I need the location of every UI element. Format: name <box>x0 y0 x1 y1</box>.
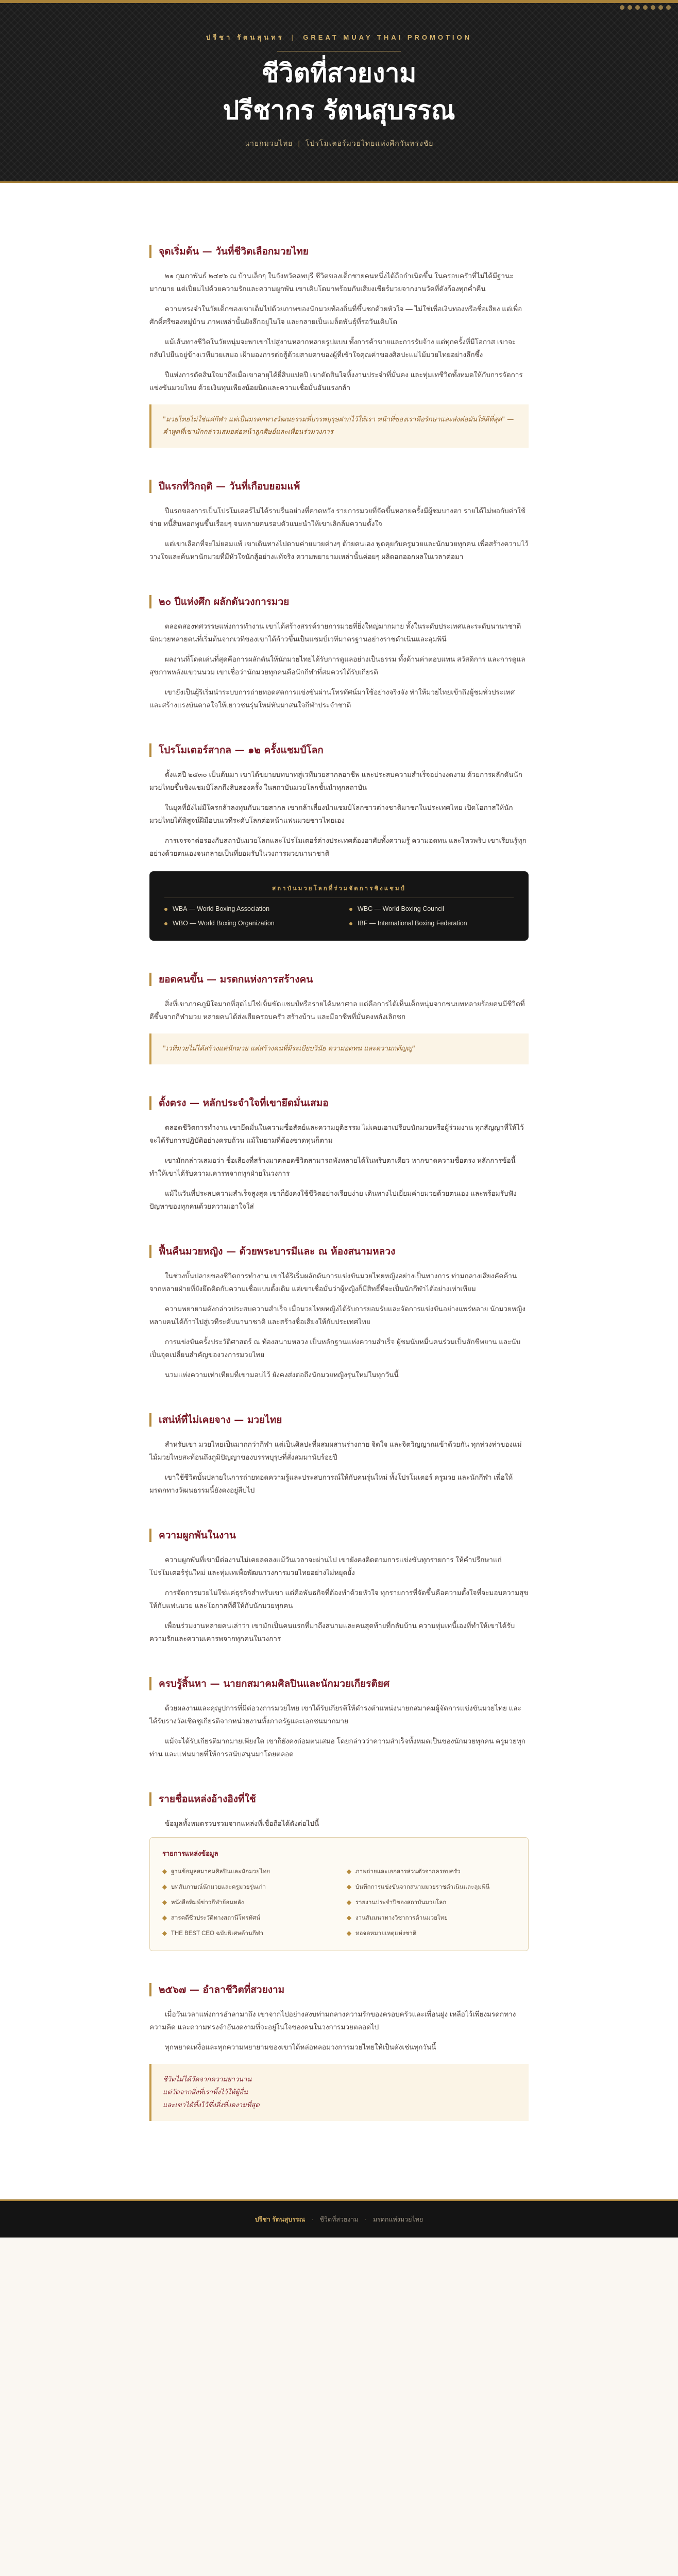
section-paragraph: ด้วยผลงานและคุณูปการที่มีต่อวงการมวยไทย เขาได้รับเกียรติให้ดำรงตำแหน่งนายกสมาคมผู้จัดการแข่งขันมวยไทย และได้รับรางวัลเชิดชูเกียรติจากหน่วยงานทั้งภาครัฐและเอกชนมากมาย <box>149 1704 521 1725</box>
article-section <box>149 743 529 941</box>
hero-kicker: ปรีชา รัตนสุนทร | GREAT MUAY THAI PROMOTION <box>206 33 472 41</box>
hero-banner <box>0 0 678 183</box>
hero-title-line2: ปรีชากร รัตนสุบรรณ <box>223 95 455 125</box>
organization-name: IBF — International Boxing Federation <box>358 920 467 927</box>
source-bullet-icon: ◆ <box>347 1900 351 1906</box>
bullet-dot-icon <box>349 908 352 911</box>
section-paragraph: ตลอดชีวิตการทำงาน เขายึดมั่นในความซื่อสัตย์และความยุติธรรม ไม่เคยเอาเปรียบนักมวยหรือผู้ร่วมงาน ทุกสัญญาที่ให้ไว้จะได้รับการปฏิบัติอย่างครบถ้วน แม้ในยามที่ต้องขาดทุนก็ตาม <box>149 1124 524 1144</box>
section-paragraph: ทุกหยาดเหงื่อและทุกความพยายามของเขาได้หล่อหลอมวงการมวยไทยให้เป็นดังเช่นทุกวันนี้ <box>165 2043 436 2051</box>
section-paragraph: เขามักกล่าวเสมอว่า ชื่อเสียงที่สร้างมาตลอดชีวิตสามารถพังทลายได้ในพริบตาเดียว หากขาดความซื่อตรง หลักการข้อนี้ทำให้เขาได้รับความเคารพจากทุกฝ่ายในวงการ <box>149 1157 516 1177</box>
organization-item <box>164 905 329 912</box>
article-section <box>149 1677 529 1760</box>
section-paragraph: แต่เขาเลือกที่จะไม่ยอมแพ้ เขาเดินทางไปตามค่ายมวยต่างๆ ด้วยตนเอง พูดคุยกับครูมวยและนักมวยทุกคน เพื่อสร้างความไว้วางใจและค้นหานักมวยที่มีหัวใจนักสู้อย่างแท้จริง ความพยายามเหล่านั้นค่อยๆ ผลิดอกออกผลในเวลาต่อมา <box>149 540 529 561</box>
source-text: ภาพถ่ายและเอกสารส่วนตัวจากครอบครัว <box>355 1869 461 1875</box>
source-text: บทสัมภาษณ์นักมวยและครูมวยรุ่นเก่า <box>171 1884 266 1890</box>
organization-name: WBO — World Boxing Organization <box>173 920 275 927</box>
source-bullet-icon: ◆ <box>162 1915 167 1921</box>
section-heading: ๒๐ ปีแห่งศึก ผลักดันวงการมวย <box>149 595 529 608</box>
footer-brand: ปรีชา รัตนสุบรรณ <box>255 2215 306 2223</box>
source-bullet-icon: ◆ <box>162 1900 167 1906</box>
hero-subtitle-right: โปรโมเตอร์มวยไทยแห่งศึกวันทรงชัย <box>306 139 434 147</box>
bullet-dot-icon <box>164 922 167 925</box>
section-heading: เสน่ห์ที่ไม่เคยจาง — มวยไทย <box>149 1413 529 1427</box>
article-section <box>149 595 529 711</box>
article-section <box>149 1983 529 2121</box>
closing-line: ชีวิตไม่ได้วัดจากความยาวนาน <box>163 2076 252 2083</box>
organizations-panel-divider <box>164 897 514 898</box>
organizations-panel <box>149 871 529 941</box>
source-text: หอจดหมายเหตุแห่งชาติ <box>355 1930 417 1937</box>
source-item <box>162 1883 331 1892</box>
hero-subtitle-left: นายกมวยไทย <box>244 139 293 147</box>
footer-center: ชีวิตที่สวยงาม <box>319 2215 359 2223</box>
sources-title: รายการแหล่งข้อมูล <box>162 1850 218 1857</box>
article-section <box>149 1096 529 1213</box>
hero-kicker-right: GREAT MUAY THAI PROMOTION <box>303 33 472 41</box>
section-paragraph: เขายังเป็นผู้ริเริ่มนำระบบการถ่ายทอดสดการแข่งขันผ่านโทรทัศน์มาใช้อย่างจริงจัง ทำให้มวยไทยเข้าถึงผู้ชมทั่วประเทศ และสร้างแรงบันดาลใจให้เยาวชนรุ่นใหม่หันมาสนใจกีฬาประจำชาติ <box>149 688 515 709</box>
section-heading: ๒๕๖๗ — อำลาชีวิตที่สวยงาม <box>149 1983 529 1996</box>
section-paragraph: การจัดการมวยไม่ใช่แค่ธุรกิจสำหรับเขา แต่คือพันธกิจที่ต้องทำด้วยหัวใจ ทุกรายการที่จัดขึ้นคือความตั้งใจที่จะมอบความสุขให้กับแฟนมวย และโอกาสที่ดีให้กับนักมวยทุกคน <box>149 1589 529 1609</box>
section-paragraph: ตั้งแต่ปี ๒๕๓๐ เป็นต้นมา เขาได้ขยายบทบาทสู่เวทีมวยสากลอาชีพ และประสบความสำเร็จอย่างงดงาม ด้วยการผลักดันนักมวยไทยขึ้นชิงแชมป์โลกถึงสิบสองครั้ง ในสถาบันมวยโลกชั้นนำทุกสถาบัน <box>149 771 522 791</box>
organizations-panel-title: สถาบันมวยโลกที่ร่วมจัดการชิงแชมป์ <box>272 886 406 892</box>
source-bullet-icon: ◆ <box>347 1915 351 1921</box>
sources-grid <box>162 1867 516 1938</box>
organization-name: WBC — World Boxing Council <box>358 905 444 912</box>
section-paragraph: เมื่อวันเวลาแห่งการอำลามาถึง เขาจากไปอย่างสงบท่ามกลางความรักของครอบครัวและเพื่อนฝูง เหลือไว้เพียงมรดกทางความคิด และความทรงจำอันงดงามที่จะอยู่ในใจของคนในวงการมวยตลอดไป <box>149 2010 516 2031</box>
closing-quote <box>149 2064 529 2121</box>
section-paragraph: แม้ในวันที่ประสบความสำเร็จสูงสุด เขาก็ยังคงใช้ชีวิตอย่างเรียบง่าย เดินทางไปเยี่ยมค่ายมวยด้วยตนเอง และพร้อมรับฟังปัญหาของทุกคนด้วยความเอาใจใส่ <box>149 1190 517 1210</box>
section-paragraph: ตลอดสองทศวรรษแห่งการทำงาน เขาได้สร้างสรรค์รายการมวยที่ยิ่งใหญ่มากมาย ทั้งในระดับประเทศและระดับนานาชาติ นักมวยหลายคนที่เริ่มต้นจากเวทีของเขาได้ก้าวขึ้นเป็นแชมป์เวทีมาตรฐานอย่างราชดำเนินและลุมพินี <box>149 622 521 643</box>
article-section <box>149 1792 529 1951</box>
section-heading: ยอดคนขึ้น — มรดกแห่งการสร้างคน <box>149 973 529 986</box>
organization-item <box>349 905 514 912</box>
page-footer: ปรีชา รัตนสุบรรณ · ชีวิตที่สวยงาม · มรดกแห่งมวยไทย <box>0 2199 678 2238</box>
hero-kicker-left: ปรีชา รัตนสุนทร <box>206 33 284 41</box>
source-item <box>162 1867 331 1876</box>
closing-line: แต่วัดจากสิ่งที่เราทิ้งไว้ให้ผู้อื่น <box>163 2089 248 2096</box>
section-paragraph: ข้อมูลทั้งหมดรวบรวมจากแหล่งที่เชื่อถือได้ดังต่อไปนี้ <box>165 1820 319 1827</box>
article-container <box>149 245 529 2121</box>
source-bullet-icon: ◆ <box>162 1884 167 1890</box>
organization-item <box>349 920 514 927</box>
source-bullet-icon: ◆ <box>162 1869 167 1875</box>
hero-bottom-accent <box>0 181 678 183</box>
bullet-dot-icon <box>349 922 352 925</box>
section-paragraph: ในช่วงบั้นปลายของชีวิตการทำงาน เขาได้ริเริ่มผลักดันการแข่งขันมวยไทยหญิงอย่างเป็นทางการ ท่ามกลางเสียงคัดค้านจากหลายฝ่ายที่ยังยึดติดกับความเชื่อแบบดั้งเดิม แต่เขาเชื่อมั่นว่าผู้หญิงก็มีสิทธิ์ที่จะเป็นนักกีฬาได้อย่างเท่าเทียม <box>149 1272 517 1293</box>
hero-divider <box>277 51 401 52</box>
article-section <box>149 1245 529 1381</box>
organization-item <box>164 920 329 927</box>
section-heading: ฟื้นคืนมวยหญิง — ด้วยพระบารมีและ ณ ห้องสนามหลวง <box>149 1245 529 1258</box>
section-paragraph: ในยุคที่ยังไม่มีใครกล้าลงทุนกับมวยสากล เขากล้าเสี่ยงนำแชมป์โลกชาวต่างชาติมาชกในประเทศไทย เปิดโอกาสให้นักมวยไทยได้พิสูจน์ฝีมือบนเวทีระดับโลกต่อหน้าแฟนมวยชาวไทยเอง <box>149 804 513 824</box>
source-text: รายงานประจำปีของสถาบันมวยโลก <box>355 1900 447 1906</box>
section-paragraph: ผลงานที่โดดเด่นที่สุดคือการผลักดันให้นักมวยไทยได้รับการดูแลอย่างเป็นธรรม ทั้งด้านค่าตอบแทน สวัสดิการ และการดูแลสุขภาพหลังแขวนนวม เขาเชื่อว่านักมวยทุกคนคือนักกีฬาที่สมควรได้รับเกียรติ <box>149 655 526 676</box>
article-section <box>149 480 529 563</box>
source-text: หนังสือพิมพ์ข่าวกีฬาย้อนหลัง <box>171 1900 244 1906</box>
section-paragraph: ปีแห่งการตัดสินใจมาถึงเมื่อเขาอายุได้ยี่สิบแปดปี เขาตัดสินใจทิ้งงานประจำที่มั่นคง และทุ่มเทชีวิตทั้งหมดให้กับการจัดการแข่งขันมวยไทย ด้วยเงินทุนเพียงน้อยนิดและความเชื่อมั่นอันแรงกล้า <box>149 371 523 392</box>
section-heading: ครบรู้สิ้นหา — นายกสมาคมศิลปินและนักมวยเกียรติยศ <box>149 1677 529 1690</box>
source-item <box>162 1913 331 1923</box>
hero-title <box>0 55 678 129</box>
source-item <box>347 1867 516 1876</box>
source-text: งานสัมมนาทางวิชาการด้านมวยไทย <box>355 1915 448 1921</box>
source-item <box>162 1898 331 1907</box>
section-heading: ความผูกพันในงาน <box>149 1529 529 1542</box>
source-item <box>347 1898 516 1907</box>
article-section <box>149 973 529 1064</box>
source-text: ฐานข้อมูลสมาคมศิลปินและนักมวยไทย <box>171 1869 270 1875</box>
section-paragraph: แม้เส้นทางชีวิตในวัยหนุ่มจะพาเขาไปสู่งานหลากหลายรูปแบบ ทั้งการค้าขายและการรับจ้าง แต่ทุกครั้งที่มีโอกาส เขาจะกลับไปยืนอยู่ข้างเวทีมวยเสมอ เฝ้ามองการต่อสู้ด้วยสายตาของผู้ที่เข้าใจคุณค่าของศิลปะแม่ไม้มวยไทยอย่างลึกซึ้ง <box>149 338 516 359</box>
bullet-dot-icon <box>164 908 167 911</box>
source-text: THE BEST CEO ฉบับพิเศษด้านกีฬา <box>171 1930 264 1937</box>
source-bullet-icon: ◆ <box>162 1930 167 1937</box>
section-paragraph: ปีแรกของการเป็นโปรโมเตอร์ไม่ได้ราบรื่นอย่างที่คาดหวัง รายการมวยที่จัดขึ้นหลายครั้งมีผู้ชมบางตา รายได้ไม่พอกับค่าใช้จ่าย หนี้สินพอกพูนขึ้นเรื่อยๆ จนหลายคนรอบตัวแนะนำให้เขาเลิกล้มความตั้งใจ <box>149 507 526 528</box>
article-body <box>0 183 678 2199</box>
section-heading: รายชื่อแหล่งอ้างอิงที่ใช้ <box>149 1792 529 1806</box>
section-paragraph: สิ่งที่เขาภาคภูมิใจมากที่สุดไม่ใช่เข็มขัดแชมป์หรือรายได้มหาศาล แต่คือการได้เห็นเด็กหนุ่มจากชนบทหลายร้อยคนมีชีวิตที่ดีขึ้นจากกีฬามวย หลายคนได้ส่งเสียครอบครัว สร้างบ้าน และมีอาชีพที่มั่นคงหลังเลิกชก <box>149 1000 525 1021</box>
section-paragraph: การแข่งขันครั้งประวัติศาสตร์ ณ ท้องสนามหลวง เป็นหลักฐานแห่งความสำเร็จ ผู้ชมนับหมื่นคนร่วมเป็นสักขีพยาน และนับเป็นจุดเปลี่ยนสำคัญของวงการมวยไทย <box>149 1338 521 1359</box>
section-quote: "เวทีมวยไม่ได้สร้างแค่นักมวย แต่สร้างคนที่มีระเบียบวินัย ความอดทน และความกตัญญู" <box>149 1033 529 1064</box>
section-paragraph: สำหรับเขา มวยไทยเป็นมากกว่ากีฬา แต่เป็นศิลปะที่ผสมผสานร่างกาย จิตใจ และจิตวิญญาณเข้าด้วยกัน ทุกท่วงท่าของแม่ไม้มวยไทยสะท้อนถึงภูมิปัญญาของบรรพบุรุษที่สั่งสมมานับร้อยปี <box>149 1440 522 1461</box>
hero-decor-dots <box>620 5 671 10</box>
hero-top-accent <box>0 0 678 3</box>
section-heading: ปีแรกที่วิกฤติ — วันที่เกือบยอมแพ้ <box>149 480 529 493</box>
closing-line: และเขาได้ทิ้งไว้ซึ่งสิ่งที่งดงามที่สุด <box>163 2102 260 2109</box>
section-heading: จุดเริ่มต้น — วันที่ชีวิตเลือกมวยไทย <box>149 245 529 258</box>
section-paragraph: ความทรงจำในวัยเด็กของเขาเต็มไปด้วยภาพของนักมวยท้องถิ่นที่ขึ้นชกด้วยหัวใจ — ไม่ใช่เพื่อเงินทองหรือชื่อเสียง แต่เพื่อศักดิ์ศรีของหมู่บ้าน ภาพเหล่านั้นฝังลึกอยู่ในใจ และกลายเป็นเมล็ดพันธุ์ที่รอวันเติบโต <box>149 305 522 326</box>
section-paragraph: นวมแห่งความเท่าเทียมที่เขามอบไว้ ยังคงส่งต่อถึงนักมวยหญิงรุ่นใหม่ในทุกวันนี้ <box>165 1371 399 1379</box>
article-section <box>149 245 529 448</box>
organization-name: WBA — World Boxing Association <box>173 905 270 912</box>
section-paragraph: ความพยายามดังกล่าวประสบความสำเร็จ เมื่อมวยไทยหญิงได้รับการยอมรับและจัดการแข่งขันอย่างแพร่หลาย นักมวยหญิงหลายคนได้ก้าวไปสู่เวทีระดับนานาชาติ และสร้างชื่อเสียงให้กับประเทศไทย <box>149 1305 526 1326</box>
footer-right: มรดกแห่งมวยไทย <box>372 2215 423 2223</box>
article-section <box>149 1413 529 1497</box>
section-heading: ตั้งตรง — หลักประจำใจที่เขายึดมั่นเสมอ <box>149 1096 529 1110</box>
section-paragraph: ๒๑ กุมภาพันธ์ ๒๔๙๖ ณ บ้านเล็กๆ ในจังหวัดลพบุรี ชีวิตของเด็กชายคนหนึ่งได้ถือกำเนิดขึ้น ในครอบครัวที่ไม่ได้มีฐานะมากมาย แต่เปี่ยมไปด้วยความรักและความผูกพัน เขาเติบโตมาพร้อมกับเสียงเชียร์มวยจากงานวัดที่ดังก้องทุกค่ำคืน <box>149 272 514 293</box>
source-bullet-icon: ◆ <box>347 1869 351 1875</box>
source-text: บันทึกการแข่งขันจากสนามมวยราชดำเนินและลุมพินี <box>355 1884 490 1890</box>
article-section <box>149 1529 529 1645</box>
section-paragraph: เพื่อนร่วมงานหลายคนเล่าว่า เขามักเป็นคนแรกที่มาถึงสนามและคนสุดท้ายที่กลับบ้าน ความทุ่มเทนี้เองที่ทำให้เขาได้รับความรักและความเคารพจากทุกคนในวงการ <box>149 1622 515 1642</box>
source-bullet-icon: ◆ <box>347 1884 351 1890</box>
section-paragraph: ความผูกพันที่เขามีต่องานไม่เคยลดลงแม้วันเวลาจะผ่านไป เขายังคงติดตามการแข่งขันทุกรายการ ให้คำปรึกษาแก่โปรโมเตอร์รุ่นใหม่ และทุ่มเทเพื่อพัฒนาวงการมวยไทยอย่างไม่หยุดยั้ง <box>149 1556 502 1577</box>
source-item <box>347 1883 516 1892</box>
section-heading: โปรโมเตอร์สากล — ๑๒ ครั้งแชมป์โลก <box>149 743 529 757</box>
source-item <box>162 1929 331 1938</box>
source-item <box>347 1929 516 1938</box>
source-item <box>347 1913 516 1923</box>
sources-box <box>149 1837 529 1951</box>
section-paragraph: การเจรจาต่อรองกับสถาบันมวยโลกและโปรโมเตอร์ต่างประเทศต้องอาศัยทั้งความรู้ ความอดทน และไหวพริบ เขาเรียนรู้ทุกอย่างด้วยตนเองจนกลายเป็นที่ยอมรับในวงการมวยนานาชาติ <box>149 837 527 857</box>
source-bullet-icon: ◆ <box>347 1930 351 1937</box>
source-text: สารคดีชีวประวัติทางสถานีโทรทัศน์ <box>171 1915 261 1921</box>
section-quote: "มวยไทยไม่ใช่แค่กีฬา แต่เป็นมรดกทางวัฒนธรรมที่บรรพบุรุษฝากไว้ให้เรา หน้าที่ของเราคือรักษาและส่งต่อมันให้ดีที่สุด" — คำพูดที่เขามักกล่าวเสมอต่อหน้าลูกศิษย์และเพื่อนร่วมวงการ <box>149 404 529 448</box>
hero-subtitle: นายกมวยไทย | โปรโมเตอร์มวยไทยแห่งศึกวันทรงชัย <box>244 139 434 147</box>
hero-title-line1: ชีวิตที่สวยงาม <box>261 58 417 88</box>
section-paragraph: แม้จะได้รับเกียรติมากมายเพียงใด เขาก็ยังคงถ่อมตนเสมอ โดยกล่าวว่าความสำเร็จทั้งหมดเป็นของนักมวยทุกคน ครูมวยทุกท่าน และแฟนมวยที่ให้การสนับสนุนมาโดยตลอด <box>149 1737 526 1758</box>
section-paragraph: เขาใช้ชีวิตบั้นปลายในการถ่ายทอดความรู้และประสบการณ์ให้กับคนรุ่นใหม่ ทั้งโปรโมเตอร์ ครูมวย และนักกีฬา เพื่อให้มรดกทางวัฒนธรรมนี้ยังคงอยู่สืบไป <box>149 1473 513 1494</box>
organizations-grid <box>164 905 514 927</box>
